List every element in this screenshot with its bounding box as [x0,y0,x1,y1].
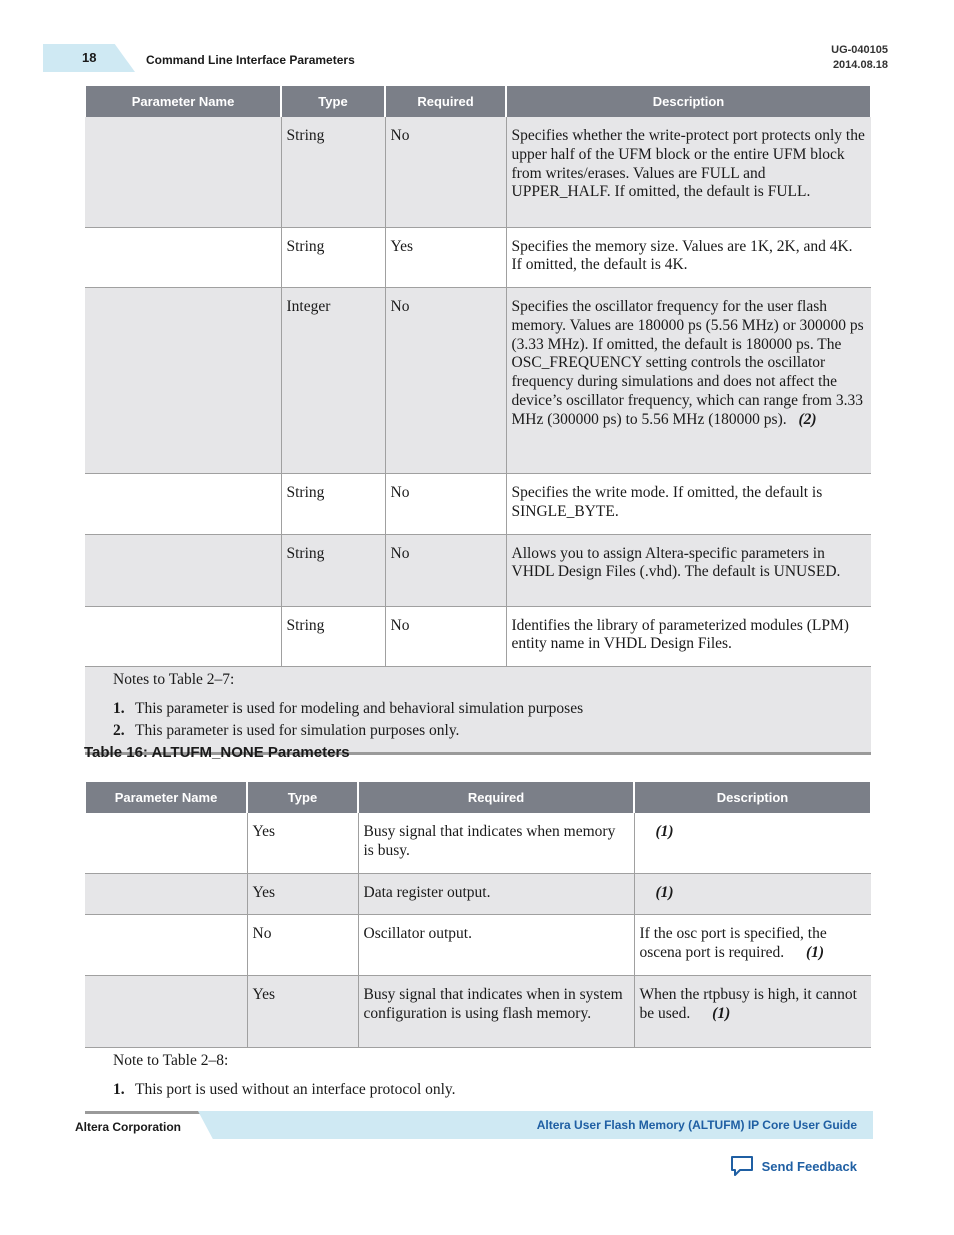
col-header-required: Required [358,782,634,813]
col-header-type: Type [281,86,385,117]
note-reference: (1) [806,944,825,962]
cell-required: No [385,474,506,535]
cell-required: No [385,534,506,606]
cell-description: If the osc port is specified, the oscena port is required. (1) [634,915,871,976]
cell-required: Busy signal that indicates when in system configuration is using flash memory. [358,975,634,1047]
note-item: 1. This parameter is used for modeling and behavioral simulation purposes [113,700,584,718]
cell-description [634,873,871,915]
guide-title-link[interactable]: Altera User Flash Memory (ALTUFM) IP Core User Guide [536,1118,857,1132]
cell-required: Oscillator output. [358,915,634,976]
cell-description: When the rtpbusy is high, it cannot be used. (1) [634,975,871,1047]
speech-bubble-icon [730,1155,754,1177]
col-header-parameter-name: Parameter Name [85,782,247,813]
table-header-row [85,782,871,813]
note-reference: (1) [655,883,674,901]
cell-parameter-name [85,474,281,535]
altufm-none-parameters-table [84,782,872,1114]
note-item: 1. This port is used without an interface protocol only. [113,1080,456,1098]
cell-type: Yes [247,873,358,915]
cell-description: Allows you to assign Altera-specific parameters in VHDL Design Files (.vhd). The default is UNUSED. [506,534,871,606]
cell-parameter-name [85,873,247,915]
cell-parameter-name [85,975,247,1047]
table-row [85,288,871,474]
table-caption: Table 16: ALTUFM_NONE Parameters [84,744,350,761]
cell-description: Specifies the write mode. If omitted, the default is SINGLE_BYTE. [506,474,871,535]
note-reference: (2) [798,410,817,428]
col-header-description: Description [634,782,871,813]
cell-description [634,813,871,873]
table-row [85,227,871,288]
table-row [85,975,871,1047]
cell-description: Specifies the memory size. Values are 1K, 2K, and 4K. If omitted, the default is 4K. [506,227,871,288]
table-notes [85,1047,871,1112]
cell-description: Identifies the library of parameterized modules (LPM) entity name in VHDL Design Files. [506,606,871,667]
cell-parameter-name [85,288,281,474]
cell-parameter-name [85,606,281,667]
cell-type: Yes [247,813,358,873]
cell-type: String [281,606,385,667]
col-header-parameter-name: Parameter Name [85,86,281,117]
cell-type: Yes [247,975,358,1047]
cell-required: No [385,288,506,474]
company-name: Altera Corporation [75,1120,182,1134]
table-notes [85,667,871,753]
cell-parameter-name [85,534,281,606]
table-row [85,915,871,976]
cell-description: Specifies whether the write-protect port protects only the upper half of the UFM block or the entire UFM block from writes/erases. Values are FULL and UPPER_HALF. If omitted, the default is FULL. [506,117,871,227]
cell-parameter-name [85,227,281,288]
col-header-type: Type [247,782,358,813]
cell-description: Specifies the oscillator frequency for the user flash memory. Values are 180000 ps (5.56 MHz) or 300000 ps (3.33 MHz). If omitted, the default is 180000 ps. The OSC_FREQUENCY setting controls the oscillator frequency during simulations and does not affect the device’s oscillator frequency, which can range from 3.33 MHz (300000 ps) to 5.56 MHz (180000 ps). (2) [506,288,871,474]
cell-type: String [281,474,385,535]
doc-id-block [831,43,888,73]
table-row [85,606,871,667]
notes-heading: Notes to Table 2–7: [113,671,235,689]
table-row [85,117,871,227]
cell-required: Yes [385,227,506,288]
table-notes-row [85,667,871,753]
cell-type: No [247,915,358,976]
cell-required: No [385,117,506,227]
section-title: Command Line Interface Parameters [146,53,355,67]
cell-type: String [281,227,385,288]
table-row [85,873,871,915]
cell-type: String [281,534,385,606]
doc-id: UG-040105 [831,44,888,56]
note-reference: (1) [655,823,674,840]
parameters-table-continued [84,86,872,755]
notes-heading: Note to Table 2–8: [113,1051,229,1069]
col-header-description: Description [506,86,871,117]
page-number: 18 [82,50,97,65]
cell-required: Busy signal that indicates when memory is busy. [358,813,634,873]
col-header-required: Required [385,86,506,117]
note-reference: (1) [712,1004,731,1022]
send-feedback-label: Send Feedback [761,1158,857,1174]
cell-type: Integer [281,288,385,474]
table-row [85,474,871,535]
cell-parameter-name [85,117,281,227]
table-notes-row [85,1047,871,1112]
cell-required: Data register output. [358,873,634,915]
note-item: 2. This parameter is used for simulation purposes only. [113,721,460,739]
table-header-row [85,86,871,117]
cell-parameter-name [85,915,247,976]
table-row [85,534,871,606]
cell-required: No [385,606,506,667]
doc-date: 2014.08.18 [832,59,888,71]
table-row [85,813,871,873]
cell-parameter-name [85,813,247,873]
cell-type: String [281,117,385,227]
send-feedback-button[interactable] [730,1155,857,1177]
